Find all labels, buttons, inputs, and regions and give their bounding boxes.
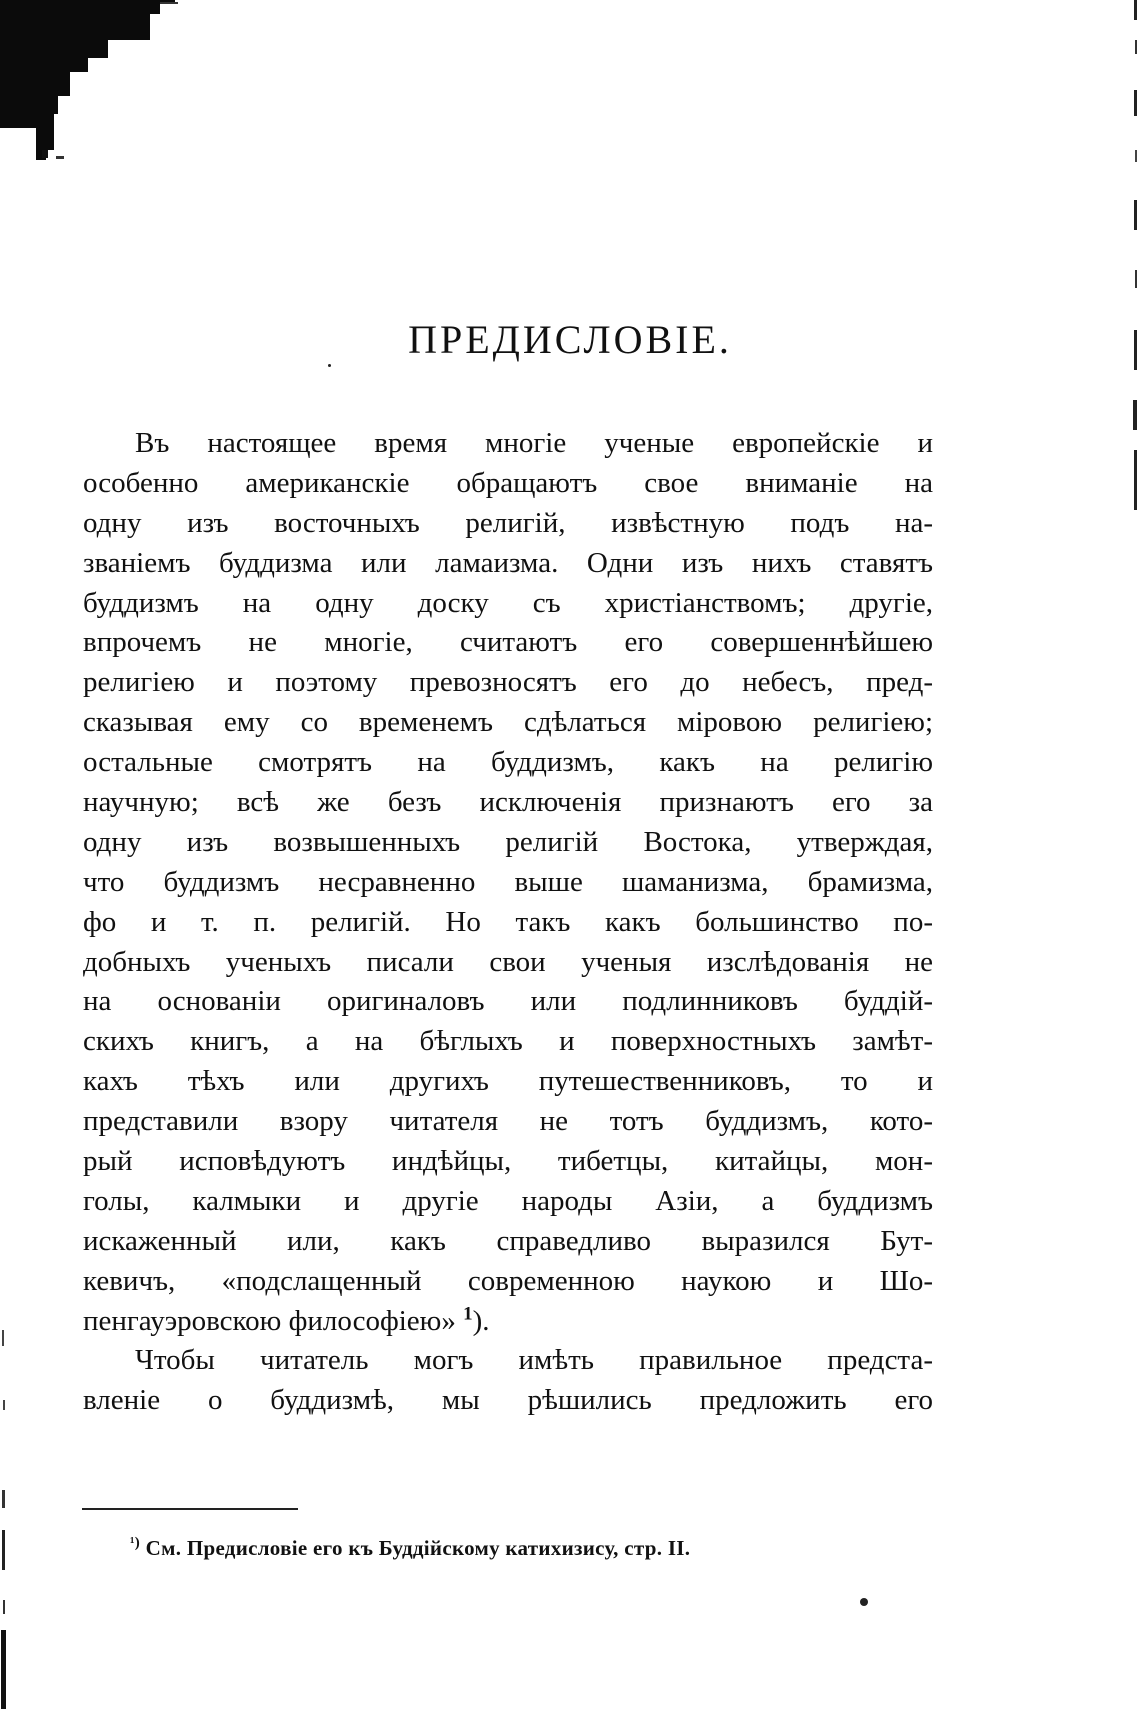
text-line: религіею и поэтому превозносятъ его до небесъ, пред- <box>83 666 933 699</box>
text-line-ending: ). <box>472 1304 490 1337</box>
text-line: искаженный или, какъ справедливо выразился Бут- <box>83 1224 933 1257</box>
text-line-content: пенгауэровскою философіею» <box>83 1304 456 1337</box>
text-line: кахъ тѣхъ или другихъ путешественниковъ, то и <box>83 1065 933 1098</box>
text-line: представили взору читателя не тотъ буддизмъ, кото- <box>83 1105 933 1138</box>
text-line: вленіе о буддизмѣ, мы рѣшились предложить его <box>83 1384 933 1417</box>
text-line: Чтобы читатель могъ имѣть правильное предста- <box>135 1344 933 1377</box>
text-line-with-footnote-ref <box>83 1302 933 1342</box>
text-line: особенно американскіе обращаютъ свое вниманіе на <box>83 466 933 499</box>
footnote <box>130 1536 690 1561</box>
footnote-text: См. Предисловіе его къ Буддійскому катихизису, стр. II. <box>145 1536 691 1560</box>
body-text <box>83 424 933 1421</box>
text-line: голы, калмыки и другіе народы Азіи, а буддизмъ <box>83 1184 933 1217</box>
footnote-divider <box>82 1508 298 1510</box>
text-line: одну изъ восточныхъ религій, извѣстную подъ на- <box>83 506 933 539</box>
text-line: что буддизмъ несравненно выше шаманизма, брамизма, <box>83 865 933 898</box>
text-line: на основаніи оригиналовъ или подлинниковъ буддій- <box>83 985 933 1018</box>
footnote-marker: ¹) <box>130 1535 141 1551</box>
text-line: кевичъ, «подслащенный современною наукою и Шо- <box>83 1264 933 1297</box>
text-line: остальные смотрятъ на буддизмъ, какъ на религію <box>83 746 933 779</box>
text-line: фо и т. п. религій. Но такъ какъ большинство по- <box>83 905 933 938</box>
scan-edge-right <box>1124 0 1140 520</box>
text-line: званіемъ буддизма или ламаизма. Одни изъ нихъ ставятъ <box>83 546 933 579</box>
text-line: сказывая ему со временемъ сдѣлаться міровою религіею; <box>83 706 933 739</box>
ink-speck <box>328 364 331 367</box>
text-line: добныхъ ученыхъ писали свои ученыя изслѣдованія не <box>83 945 933 978</box>
text-line: буддизмъ на одну доску съ христіанствомъ; другіе, <box>83 586 933 619</box>
scan-blot-top-left <box>0 0 180 170</box>
text-line: впрочемъ не многіе, считаютъ его совершеннѣйшею <box>83 626 933 659</box>
text-line: научную; всѣ же безъ исключенія признаютъ его за <box>83 786 933 819</box>
ink-speck <box>860 1598 868 1606</box>
text-line: Въ настоящее время многіе ученые европейскіе и <box>135 427 933 459</box>
text-line: одну изъ возвышенныхъ религій Востока, утверждая, <box>83 825 933 858</box>
text-line: скихъ книгъ, а на бѣглыхъ и поверхностныхъ замѣт- <box>83 1025 933 1058</box>
text-line: рый исповѣдуютъ индѣйцы, тибетцы, китайцы, мон- <box>83 1145 933 1178</box>
page-title: ПРЕДИСЛОВІЕ. <box>408 317 732 362</box>
footnote-reference[interactable]: 1 <box>463 1302 473 1324</box>
scan-edge-left <box>0 1330 10 1709</box>
